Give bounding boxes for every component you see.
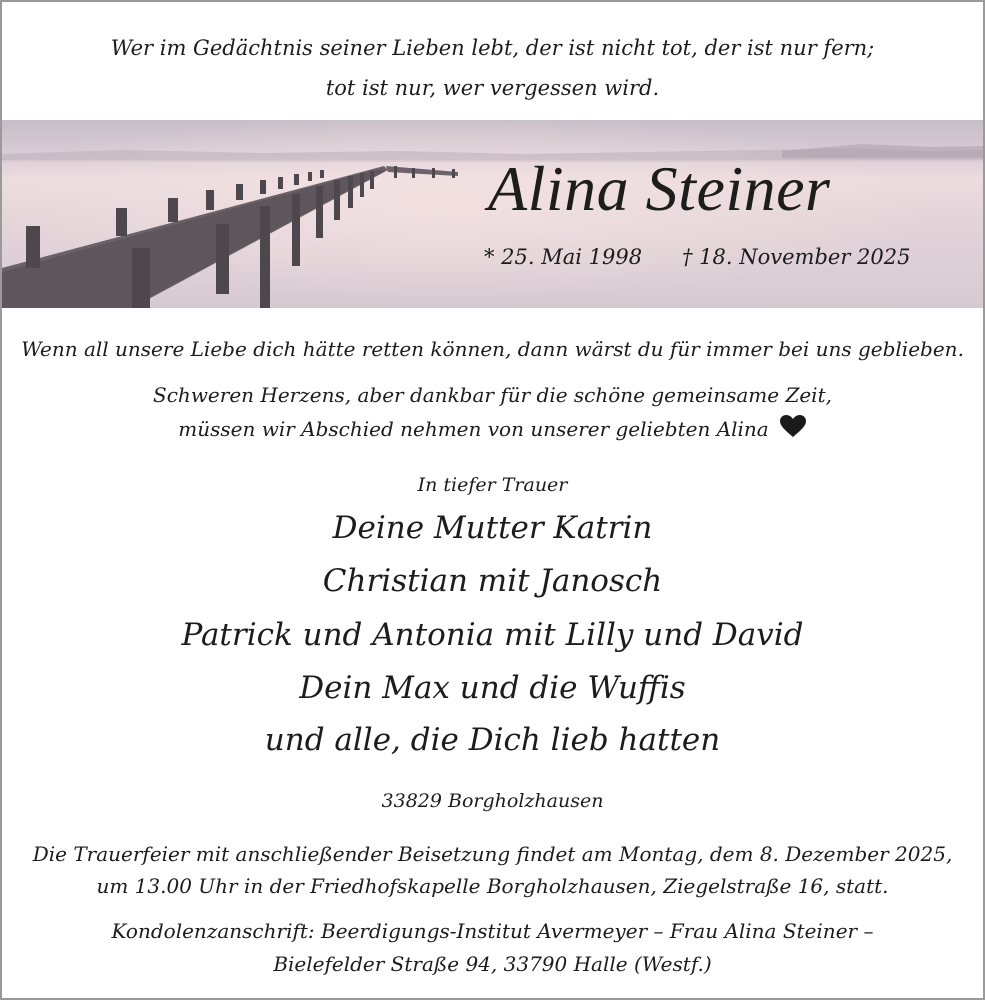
heart-icon xyxy=(779,414,807,443)
mourner-name: Christian mit Janosch xyxy=(322,563,663,599)
farewell-line-2 xyxy=(2,417,983,443)
motto-line-1: Wer im Gedächtnis seiner Lieben lebt, der ist nicht tot, der ist nur fern; xyxy=(110,36,875,60)
mourner-name: und alle, die Dich lieb hatten xyxy=(264,722,721,758)
motto-line-2: tot ist nur, wer vergessen wird. xyxy=(325,76,660,100)
farewell-line-2-text: müssen wir Abschied nehmen von unserer geliebten Alina xyxy=(178,417,769,441)
condolence-line-1: Kondolenzanschrift: Beerdigungs-Institut Avermeyer – Frau Alina Steiner – xyxy=(111,919,874,943)
condolence-line-2: Bielefelder Straße 94, 33790 Halle (Westf.) xyxy=(273,952,712,976)
mourner-name: Dein Max und die Wuffis xyxy=(299,670,686,706)
deceased-name: Alina Steiner xyxy=(488,153,831,224)
service-line-2: um 13.00 Uhr in der Friedhofskapelle Borgholzhausen, Ziegelstraße 16, statt. xyxy=(96,874,889,898)
death-date: † 18. November 2025 xyxy=(682,245,911,269)
service-line-1: Die Trauerfeier mit anschließender Beisetzung findet am Montag, dem 8. Dezember 2025, xyxy=(32,842,953,866)
farewell-line-1: Schweren Herzens, aber dankbar für die schöne gemeinsame Zeit, xyxy=(153,383,832,407)
mourner-town: 33829 Borgholzhausen xyxy=(381,790,604,812)
birth-date: * 25. Mai 1998 xyxy=(484,245,643,269)
mourning-intro: In tiefer Trauer xyxy=(417,474,568,496)
quote-paragraph: Wenn all unsere Liebe dich hätte retten können, dann wärst du für immer bei uns geblieben. xyxy=(21,337,964,361)
mourner-name: Deine Mutter Katrin xyxy=(332,510,653,546)
mourner-name: Patrick und Antonia mit Lilly und David xyxy=(181,617,804,653)
